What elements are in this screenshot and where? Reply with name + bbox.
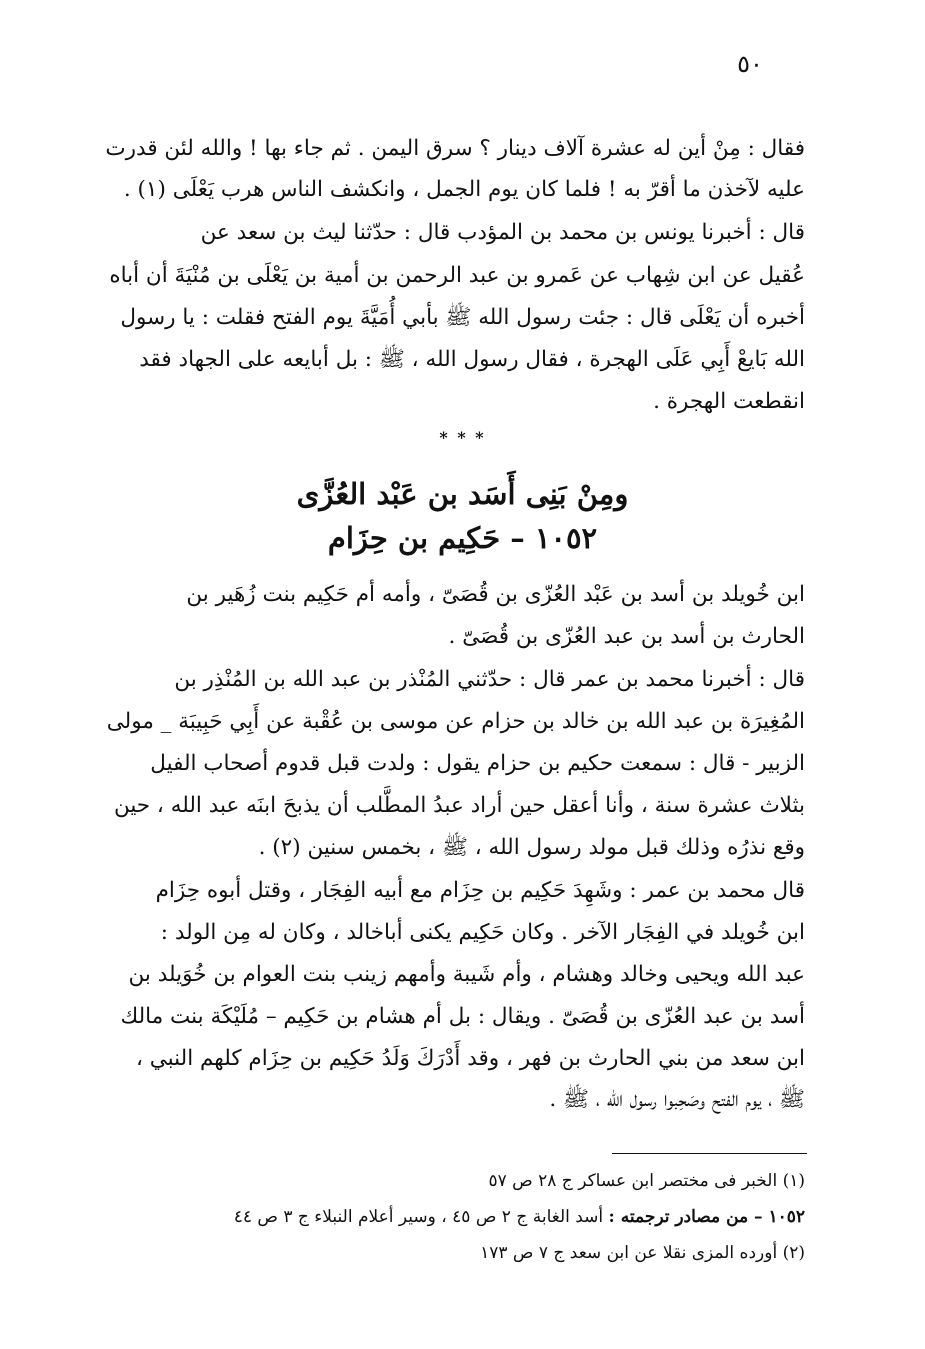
text-line: عبد الله ويحيى وخالد وهشام ، وأم شَيبة وأمهم زينب بنت العوام بن خُوَيلد بن (128, 962, 805, 987)
text-line: عليه لآخذن ما أقرّ به ! فلما كان يوم الجمل ، وانكشف الناس هرب يَعْلَى (١) . (123, 177, 805, 202)
text-line: المُغِيرَة بن عبد الله بن خالد بن حزام عن موسى بن عُقْبة عن أَبِي حَبِيبَة _ مولى (106, 709, 805, 734)
text-line: ابن خُويلد بن أسد بن عَبْد العُزّى بن قُصَىّ ، وأمه أم حَكِيم بنت زُهَير بن (186, 582, 805, 607)
footnote-rule (612, 1153, 807, 1154)
footnote-sources-text: أسد الغابة ج ٢ ص ٤٥ ، وسير أعلام النبلاء ج ٣ ص ٤٤ (233, 1207, 609, 1227)
text-line: عُقيل عن ابن شِهاب عن عَمرو بن عبد الرحمن بن أمية بن يَعْلَى بن مُنْيَةَ أن أباه (109, 263, 805, 288)
page-number: ٥٠ (737, 50, 763, 78)
text-line: ابن سعد من بني الحارث بن فهر ، وقد أَدْرَكَ وَلَدُ حَكِيم بن حِزَام كلهم النبي ، (135, 1046, 805, 1071)
text-line: ﷺ ، يوم الفتح وصَحِبوا رسول الله ، ﷺ . (549, 1087, 805, 1112)
section-separator: * * * (439, 428, 486, 447)
text-line: انقطعت الهجرة . (653, 389, 805, 414)
text-line: قال : أخبرنا محمد بن عمر قال : حدّثني المُنْذر بن عبد الله بن المُنْذِر بن (174, 667, 805, 692)
text-line: قال : أخبرنا يونس بن محمد بن المؤدب قال : حدّثنا ليث بن سعد عن (200, 220, 805, 245)
text-line: بثلاث عشرة سنة ، وأنا أعقل حين أراد عبدُ المطَّلب أن يذبحَ ابنَه عبد الله ، حين (113, 793, 805, 818)
text-line: الله بَايعْ أَبِي عَلَى الهجرة ، فقال رسول الله ، ﷺ : بل أبايعه على الجهاد فقد (139, 347, 805, 372)
footnote-sources-label: ١٠٥٢ – من مصادر ترجمته : (608, 1207, 805, 1227)
footnote-sources (100, 1204, 805, 1230)
footnote-2: (٢) أورده المزى نقلا عن ابن سعد ج ٧ ص ١٧٣ (480, 1243, 805, 1263)
text-line: وقع نذرُه وذلك قبل مولد رسول الله ، ﷺ ، بخمس سنين (٢) . (258, 835, 805, 860)
text-line: الحارث بن أسد بن عبد العُزّى بن قُصَىّ . (448, 624, 805, 649)
text-line: ابن خُويلد في الفِجَار الآخر . وكان حَكِيم يكنى أباخالد ، وكان له مِن الولد : (160, 920, 805, 945)
entry-heading: ١٠٥٢ – حَكِيم بن حِزَام (327, 521, 598, 555)
text-line: الزبير - قال : سمعت حكيم بن حزام يقول : ولدت قبل قدوم أصحاب الفيل (150, 751, 805, 776)
text-line: أخبره أن يَعْلَى قال : جئت رسول الله ﷺ بأبي أُمَيَّةَ يوم الفتح فقلت : يا رسول (120, 305, 805, 330)
section-heading: ومِنْ بَنِى أَسَد بن عَبْد العُزَّى (296, 477, 629, 511)
footnote-1: (١) الخبر فى مختصر ابن عساكر ج ٢٨ ص ٥٧ (488, 1171, 805, 1191)
text-line: أسد بن عبد العُزّى بن قُصَىّ . ويقال : بل أم هشام بن حَكِيم – مُلَيْكَة بنت مالك (120, 1004, 805, 1029)
text-line: فقال : مِنْ أين له عشرة آلاف دينار ؟ سرق اليمن . ثم جاء بها ! والله لئن قدرت (105, 136, 805, 161)
text-line: قال محمد بن عمر : وشَهِدَ حَكِيم بن حِزَام مع أبيه الفِجَار ، وقتل أبوه حِزَام (155, 878, 805, 903)
